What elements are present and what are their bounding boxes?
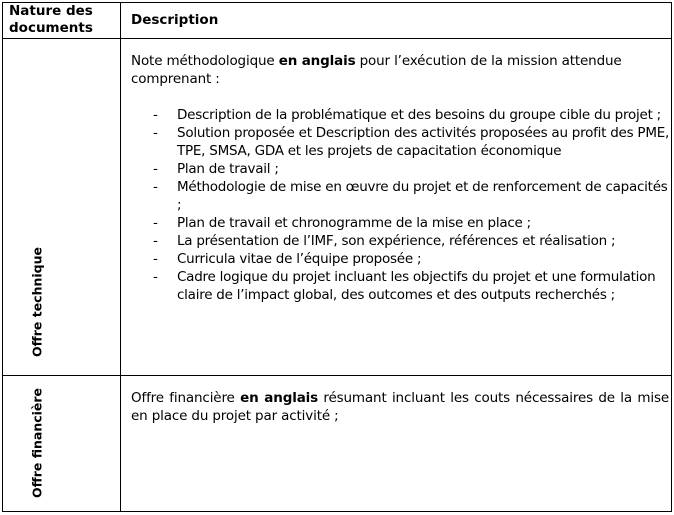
list-item <box>131 268 671 304</box>
list-item <box>131 124 671 160</box>
list-item <box>131 106 671 124</box>
list-item <box>131 214 671 232</box>
financial-text-before: Offre financière <box>131 390 241 406</box>
table-border-bottom <box>2 511 672 512</box>
bullet-dash: - <box>153 161 158 177</box>
list-item <box>131 250 671 268</box>
bullet-dash: - <box>153 125 158 141</box>
list-item-text: Méthodologie de mise en œuvre du projet et de renforcement de capacités ; <box>177 179 668 213</box>
row-divider <box>2 375 672 376</box>
technical-intro-bold: en anglais <box>278 53 356 69</box>
list-item <box>131 160 671 178</box>
list-item <box>131 232 671 250</box>
column-divider <box>120 2 121 512</box>
list-item-text: Cadre logique du projet incluant les objectifs du projet et une formulation claire de l’impact global, des outcomes et des outputs recherchés ; <box>177 269 656 303</box>
list-item-text: Solution proposée et Description des activités proposées au profit des PME, TPE, SMSA, GDA et les projets de capacitation économique <box>177 125 670 159</box>
bullet-dash: - <box>153 179 158 195</box>
bullet-dash: - <box>153 215 158 231</box>
bullet-dash: - <box>153 233 158 249</box>
header-nature-des-documents: Nature des documents <box>9 3 93 36</box>
list-item-text: Plan de travail et chronogramme de la mise en place ; <box>177 215 531 231</box>
row-label-offre-financiere: Offre financière <box>29 387 45 499</box>
financial-text-after: résumant incluant les couts nécessaires de la mise en place du projet par activité ; <box>131 390 669 424</box>
list-item <box>131 178 671 214</box>
financial-offer-text <box>131 389 669 425</box>
table-border-left <box>2 2 3 512</box>
row-label-offre-technique: Offre technique <box>29 246 45 358</box>
table-border-right <box>671 2 672 512</box>
header-description: Description <box>131 12 219 28</box>
header-divider <box>2 38 672 39</box>
bullet-dash: - <box>153 269 158 285</box>
bullet-dash: - <box>153 107 158 123</box>
list-item-text: Plan de travail ; <box>177 161 279 177</box>
list-item-text: Description de la problématique et des besoins du groupe cible du projet ; <box>177 107 661 123</box>
technical-requirements-list <box>131 106 671 304</box>
technical-intro-after: pour l’exécution de la mission attendue comprenant : <box>131 53 622 87</box>
list-item-text: Curricula vitae de l’équipe proposée ; <box>177 251 422 267</box>
list-item-text: La présentation de l’IMF, son expérience, références et réalisation ; <box>177 233 616 249</box>
technical-intro-before: Note méthodologique <box>131 53 279 69</box>
bullet-dash: - <box>153 251 158 267</box>
technical-intro-text <box>131 52 657 88</box>
financial-text-bold: en anglais <box>240 390 319 406</box>
